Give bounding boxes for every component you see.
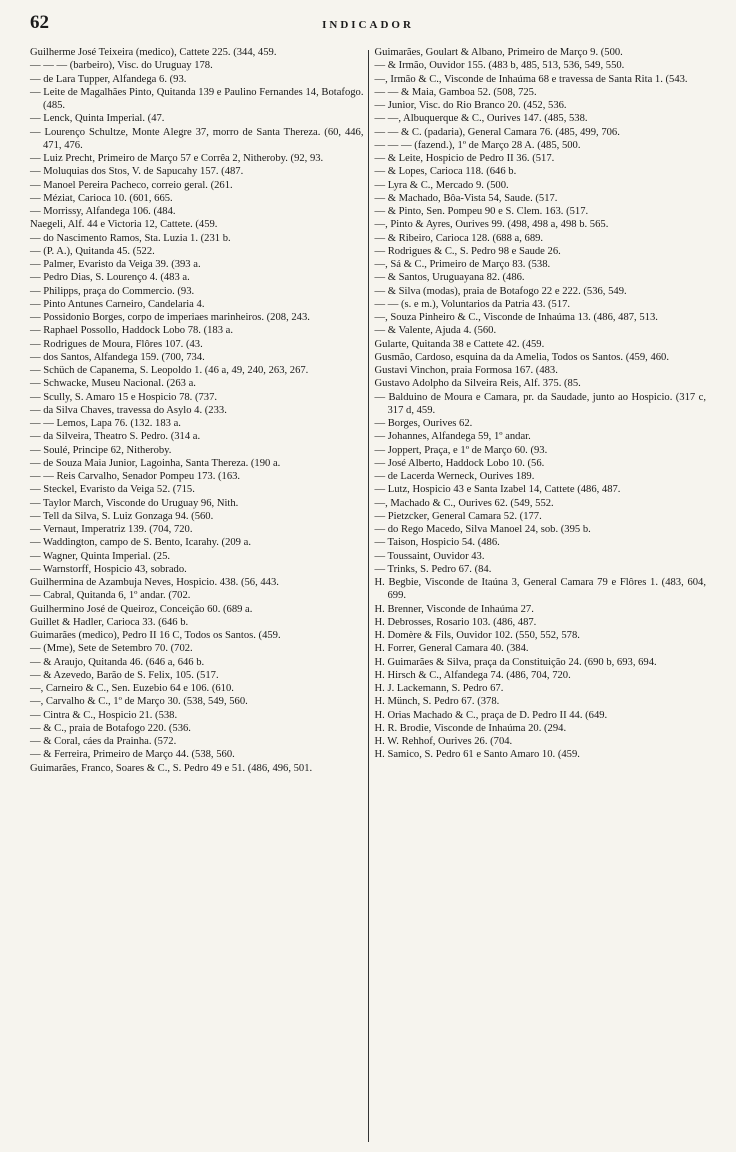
directory-entry: H. W. Rehhof, Ourives 26. (704. bbox=[374, 736, 513, 747]
directory-entry: H. Samico, S. Pedro 61 e Santo Amaro 10. (459. bbox=[374, 749, 580, 761]
directory-entry: —, Pinto & Ayres, Ourives 99. (498, 498 a, 498 b. 565. bbox=[374, 219, 609, 231]
directory-entry: — Borges, Ourives 62. bbox=[374, 418, 473, 429]
directory-entry: — Leite de Magalhães Pinto, Quitanda 139 e Paulino Fernandes 14, Botafogo. (485. bbox=[30, 86, 364, 111]
directory-entry: H. R. Brodie, Visconde de Inhaúma 20. (294. bbox=[374, 722, 567, 734]
directory-entry: — & Irmão, Ouvidor 155. (483 b, 485, 513, 536, 549, 550. bbox=[374, 60, 625, 72]
directory-entry: — & Coral, cáes da Prainha. (572. bbox=[30, 736, 177, 747]
directory-entry: — — — (barbeiro), Visc. do Uruguay 178. bbox=[30, 60, 213, 72]
directory-entry: Guillet & Hadler, Carioca 33. (646 b. bbox=[30, 616, 189, 628]
directory-entry: — Wagner, Quinta Imperial. (25. bbox=[30, 550, 171, 562]
directory-entry: — & Araujo, Quitanda 46. (646 a, 646 b. bbox=[30, 656, 205, 668]
directory-entry: — Lenck, Quinta Imperial. (47. bbox=[30, 113, 165, 125]
directory-entry: —, Carvalho & C., 1º de Março 30. (538, 549, 560. bbox=[30, 696, 248, 708]
directory-entry: — Vernaut, Imperatriz 139. (704, 720. bbox=[30, 524, 193, 535]
directory-entry: — do Nascimento Ramos, Sta. Luzia 1. (231 b. bbox=[30, 232, 231, 244]
directory-entry: Naegeli, Alf. 44 e Victoria 12, Cattete. (459. bbox=[30, 219, 218, 231]
directory-entry: H. Forrer, General Camara 40. (384. bbox=[374, 643, 529, 655]
directory-entry: — da Silveira, Theatro S. Pedro. (314 a. bbox=[30, 431, 201, 443]
directory-entry: —, Machado & C., Ourives 62. (549, 552. bbox=[374, 497, 554, 509]
directory-entry: — Philipps, praça do Commercio. (93. bbox=[30, 285, 195, 297]
directory-entry: — do Rego Macedo, Silva Manoel 24, sob. (395 b. bbox=[374, 524, 591, 535]
directory-entry: — da Silva Chaves, travessa do Asylo 4. (233. bbox=[30, 404, 227, 416]
directory-entry: — Steckel, Evaristo da Veiga 52. (715. bbox=[30, 484, 195, 496]
directory-entry: — Scully, S. Amaro 15 e Hospicio 78. (737. bbox=[30, 391, 218, 403]
directory-entry: — — & C. (padaria), General Camara 76. (485, 499, 706. bbox=[374, 126, 620, 138]
directory-entry: — Tell da Silva, S. Luiz Gonzaga 94. (560. bbox=[30, 510, 214, 522]
directory-entry: — Palmer, Evaristo da Veiga 39. (393 a. bbox=[30, 259, 201, 270]
directory-entry: — Raphael Possollo, Haddock Lobo 78. (183 a. bbox=[30, 325, 234, 337]
directory-entry: — Luiz Precht, Primeiro de Março 57 e Corrêa 2, Nitheroby. (92, 93. bbox=[30, 153, 324, 164]
directory-entry: — — Lemos, Lapa 76. (132. 183 a. bbox=[30, 418, 181, 429]
directory-entry: — — & Maia, Gamboa 52. (508, 725. bbox=[374, 86, 537, 98]
directory-entry: — Taylor March, Visconde do Uruguay 96, Nith. bbox=[30, 497, 239, 509]
directory-entry: — Lourenço Schultze, Monte Alegre 37, morro de Santa Thereza. (60, 446, 471, 476. bbox=[30, 126, 364, 151]
directory-entry: — Rodrigues de Moura, Flôres 107. (43. bbox=[30, 338, 203, 350]
directory-entry: H. Guimarães & Silva, praça da Constituição 24. (690 b, 693, 694. bbox=[374, 656, 657, 668]
directory-entry: — & Silva (modas), praia de Botafogo 22 e 222. (536, 549. bbox=[374, 285, 627, 297]
directory-entry: H. J. Lackemann, S. Pedro 67. bbox=[374, 683, 504, 694]
directory-entry: H. Orias Machado & C., praça de D. Pedro II 44. (649. bbox=[374, 709, 608, 721]
running-title: INDICADOR bbox=[322, 19, 414, 31]
directory-entry: Guimarães (medico), Pedro II 16 C, Todos os Santos. (459. bbox=[30, 630, 281, 641]
directory-entry: — —, Albuquerque & C., Ourives 147. (485, 538. bbox=[374, 113, 588, 125]
directory-entry: — (Mme), Sete de Setembro 70. (702. bbox=[30, 643, 193, 655]
directory-entry: — Schüch de Capanema, S. Leopoldo 1. (46 a, 49, 240, 263, 267. bbox=[30, 365, 309, 376]
directory-entry: H. Begbie, Visconde de Itaúna 3, General Camara 79 e Flôres 1. (483, 604, 699. bbox=[374, 577, 706, 602]
directory-entry: H. Hirsch & C., Alfandega 74. (486, 704, 720. bbox=[374, 669, 571, 681]
page-header bbox=[30, 12, 706, 46]
directory-entry: — — Reis Carvalho, Senador Pompeu 173. (163. bbox=[30, 471, 241, 482]
directory-entry: Gustavo Adolpho da Silveira Reis, Alf. 375. (85. bbox=[374, 378, 581, 390]
directory-entry: — Warnstorff, Hospicio 43, sobrado. bbox=[30, 563, 187, 575]
directory-entry: — & Azevedo, Barão de S. Felix, 105. (517. bbox=[30, 669, 219, 681]
directory-entry: — José Alberto, Haddock Lobo 10. (56. bbox=[374, 457, 545, 469]
directory-entry: Guilherme José Teixeira (medico), Cattete 225. (344, 459. bbox=[30, 47, 277, 58]
directory-entry: Gularte, Quitanda 38 e Cattete 42. (459. bbox=[374, 338, 545, 350]
directory-entry: — & Pinto, Sen. Pompeu 90 e S. Clem. 163. (517. bbox=[374, 206, 589, 217]
directory-entry: Guilhermino José de Queiroz, Conceição 60. (689 a. bbox=[30, 603, 253, 615]
directory-entry: Gustavi Vinchon, praia Formosa 167. (483. bbox=[374, 365, 558, 376]
directory-entry: — Cabral, Quitanda 6, 1º andar. (702. bbox=[30, 590, 191, 602]
directory-entry: —, Irmão & C., Visconde de Inhaúma 68 e travessa de Santa Rita 1. (543. bbox=[374, 73, 688, 85]
directory-entry: — & Valente, Ajuda 4. (560. bbox=[374, 325, 497, 337]
directory-entry: H. Domère & Fils, Ouvidor 102. (550, 552, 578. bbox=[374, 630, 580, 641]
directory-entry: — & C., praia de Botafogo 220. (536. bbox=[30, 722, 191, 734]
directory-entry: — Taison, Hospicio 54. (486. bbox=[374, 537, 500, 549]
directory-entry: — Cintra & C., Hospicio 21. (538. bbox=[30, 709, 178, 721]
directory-entry: — Schwacke, Museu Nacional. (263 a. bbox=[30, 378, 196, 390]
directory-entry: — de Souza Maia Junior, Lagoinha, Santa Thereza. (190 a. bbox=[30, 457, 281, 469]
directory-entry: — & Leite, Hospicio de Pedro II 36. (517. bbox=[374, 153, 555, 164]
directory-entry: — Méziat, Carioca 10. (601, 665. bbox=[30, 192, 173, 204]
left-column bbox=[30, 46, 368, 1142]
directory-entry: — Rodrigues & C., S. Pedro 98 e Saude 26. bbox=[374, 245, 561, 257]
directory-entry: — — — (fazend.), 1º de Março 28 A. (485, 500. bbox=[374, 139, 581, 151]
directory-entry: Guilhermina de Azambuja Neves, Hospicio. 438. (56, 443. bbox=[30, 577, 279, 588]
directory-entry: Guimarães, Franco, Soares & C., S. Pedro 49 e 51. (486, 496, 501. bbox=[30, 762, 313, 774]
directory-entry: — Joppert, Praça, e 1º de Março 60. (93. bbox=[374, 444, 548, 456]
page-number: 62 bbox=[30, 12, 49, 33]
directory-entry: — Junior, Visc. do Rio Branco 20. (452, 536. bbox=[374, 100, 567, 111]
directory-entry: — Morrissy, Alfandega 106. (484. bbox=[30, 206, 176, 217]
directory-entry: — Pinto Antunes Carneiro, Candelaria 4. bbox=[30, 298, 205, 310]
two-column-body bbox=[30, 46, 706, 1142]
directory-entry: — Possidonio Borges, corpo de imperiaes marinheiros. (208, 243. bbox=[30, 312, 310, 323]
directory-entry: — Balduino de Moura e Camara, pr. da Saudade, junto ao Hospicio. (317 c, 317 d, 459. bbox=[374, 391, 706, 416]
directory-entry: — de Lacerda Werneck, Ourives 189. bbox=[374, 471, 535, 482]
directory-entry: — Toussaint, Ouvidor 43. bbox=[374, 550, 485, 562]
directory-entry: H. Münch, S. Pedro 67. (378. bbox=[374, 696, 500, 708]
directory-entry: — Soulé, Principe 62, Nitheroby. bbox=[30, 444, 172, 456]
directory-entry: — & Ribeiro, Carioca 128. (688 a, 689. bbox=[374, 232, 544, 244]
directory-entry: — Johannes, Alfandega 59, 1º andar. bbox=[374, 431, 531, 443]
directory-entry: — Trinks, S. Pedro 67. (84. bbox=[374, 563, 492, 575]
directory-entry: —, Souza Pinheiro & C., Visconde de Inhaúma 13. (486, 487, 513. bbox=[374, 312, 658, 323]
directory-entry: — Lutz, Hospicio 43 e Santa Izabel 14, Cattete (486, 487. bbox=[374, 484, 621, 496]
directory-entry: Guimarães, Goulart & Albano, Primeiro de Março 9. (500. bbox=[374, 47, 623, 58]
right-column bbox=[369, 46, 707, 1142]
directory-entry: — & Santos, Uruguayana 82. (486. bbox=[374, 272, 525, 284]
directory-entry: — Lyra & C., Mercado 9. (500. bbox=[374, 179, 509, 191]
directory-entry: — Pietzcker, General Camara 52. (177. bbox=[374, 510, 542, 522]
directory-entry: — & Ferreira, Primeiro de Março 44. (538, 560. bbox=[30, 749, 235, 761]
directory-entry: — de Lara Tupper, Alfandega 6. (93. bbox=[30, 73, 187, 85]
directory-entry: — dos Santos, Alfandega 159. (700, 734. bbox=[30, 351, 205, 363]
directory-entry: —, Carneiro & C., Sen. Euzebio 64 e 106. (610. bbox=[30, 683, 234, 694]
directory-entry: —, Sá & C., Primeiro de Março 83. (538. bbox=[374, 259, 551, 270]
directory-entry: — Manoel Pereira Pacheco, correio geral. (261. bbox=[30, 179, 233, 191]
directory-entry: — Pedro Dias, S. Lourenço 4. (483 a. bbox=[30, 272, 190, 284]
directory-entry: Gusmão, Cardoso, esquina da da Amelia, Todos os Santos. (459, 460. bbox=[374, 351, 669, 363]
directory-entry: — Waddington, campo de S. Bento, Icarahy. (209 a. bbox=[30, 537, 251, 549]
directory-entry: — & Lopes, Carioca 118. (646 b. bbox=[374, 166, 517, 178]
directory-entry: — — (s. e m.), Voluntarios da Patria 43. (517. bbox=[374, 298, 571, 310]
directory-entry: H. Debrosses, Rosario 103. (486, 487. bbox=[374, 616, 537, 628]
directory-entry: H. Brenner, Visconde de Inhaúma 27. bbox=[374, 603, 534, 615]
directory-entry: — Moluquias dos Stos, V. de Sapucahy 157. (487. bbox=[30, 166, 244, 178]
directory-entry: — & Machado, Bôa-Vista 54, Saude. (517. bbox=[374, 192, 558, 204]
directory-entry: — (P. A.), Quitanda 45. (522. bbox=[30, 245, 155, 257]
